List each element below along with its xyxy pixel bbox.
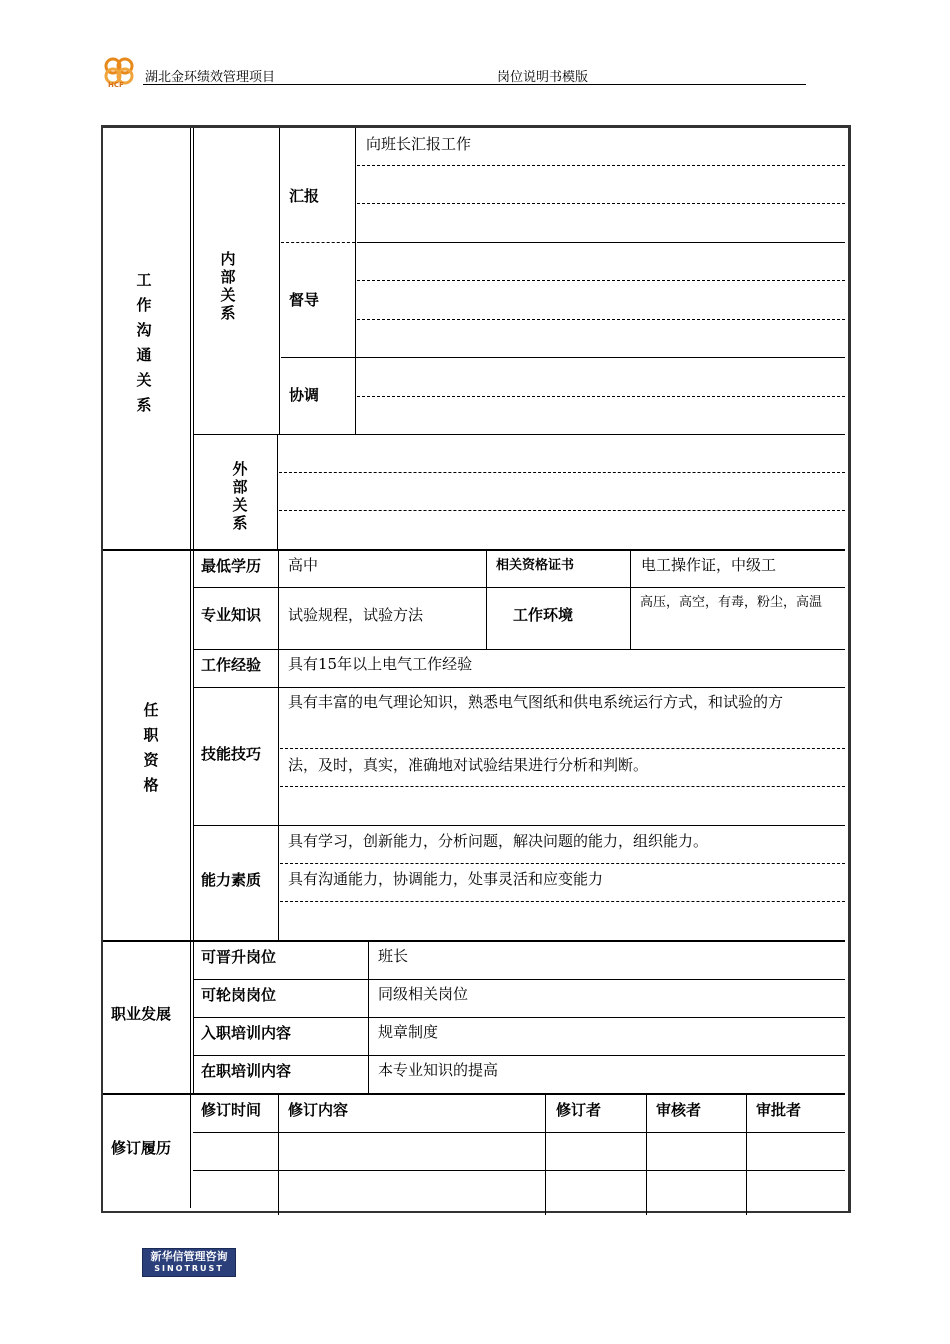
divider xyxy=(355,128,356,434)
row-line xyxy=(193,434,845,435)
logo-chinese: 新华信管理咨询 xyxy=(150,1250,228,1263)
row-line xyxy=(193,1170,845,1171)
divider xyxy=(190,942,191,1094)
career-row-value: 规章制度 xyxy=(378,1023,439,1041)
dash-line xyxy=(280,863,845,864)
section-line xyxy=(103,549,845,551)
divider xyxy=(278,1095,279,1215)
career-row-label: 可轮岗岗位 xyxy=(201,986,277,1004)
certificate-label: 相关资格证书 xyxy=(496,558,575,573)
knowledge-value: 试验规程，试验方法 xyxy=(288,606,424,624)
career-row-value: 班长 xyxy=(378,947,409,965)
ability-label: 能力素质 xyxy=(201,871,262,889)
dash-line xyxy=(280,786,845,787)
divider xyxy=(630,550,631,649)
experience-value: 具有15年以上电气工作经验 xyxy=(288,655,473,673)
row-line xyxy=(193,1017,845,1018)
coordinate-label: 协调 xyxy=(289,386,320,404)
revision-col-approver: 审批者 xyxy=(756,1101,802,1119)
divider xyxy=(278,550,279,940)
dash-line xyxy=(280,901,845,902)
section-revision: 修订履历 xyxy=(111,1139,172,1157)
career-row-label: 可晋升岗位 xyxy=(201,948,277,966)
education-value: 高中 xyxy=(288,556,319,574)
certificate-value: 电工操作证，中级工 xyxy=(641,556,777,574)
row-line xyxy=(193,825,845,826)
career-row-value: 本专业知识的提高 xyxy=(378,1061,499,1079)
dash-line xyxy=(357,165,845,166)
row-line xyxy=(193,1132,845,1133)
internal-relations-label: 内部关系 xyxy=(220,250,236,322)
row-line xyxy=(193,1055,845,1056)
environment-value: 高压，高空，有毒，粉尘，高温 xyxy=(640,595,823,610)
ability-line-2: 具有沟通能力，协调能力，处事灵活和应变能力 xyxy=(288,870,604,888)
report-label: 汇报 xyxy=(289,187,320,205)
experience-label: 工作经验 xyxy=(201,656,262,674)
row-line xyxy=(193,587,845,588)
skills-label: 技能技巧 xyxy=(201,745,262,763)
revision-col-content: 修订内容 xyxy=(288,1101,349,1119)
divider xyxy=(486,550,487,649)
header-rule xyxy=(143,84,806,85)
section-career: 职业发展 xyxy=(111,1005,172,1023)
hcf-logo xyxy=(100,54,138,90)
document-title: 岗位说明书模版 xyxy=(497,70,589,85)
sinotrust-logo xyxy=(142,1248,236,1277)
career-row-label: 在职培训内容 xyxy=(201,1062,292,1080)
section-line xyxy=(103,940,845,942)
row-line xyxy=(193,979,845,980)
dash-line xyxy=(279,510,845,511)
report-line-1: 向班长汇报工作 xyxy=(366,135,472,153)
row-line xyxy=(357,242,845,243)
divider xyxy=(193,942,194,1094)
row-line xyxy=(281,357,845,358)
skills-line-1: 具有丰富的电气理论知识，熟悉电气图纸和供电系统运行方式，和试验的方 xyxy=(288,693,784,711)
row-line xyxy=(193,649,845,650)
divider xyxy=(277,434,278,549)
dash-line xyxy=(357,396,845,397)
revision-col-reviewer: 审核者 xyxy=(656,1101,702,1119)
career-row-label: 入职培训内容 xyxy=(201,1024,292,1042)
environment-label: 工作环境 xyxy=(513,606,574,624)
divider xyxy=(368,942,369,1094)
supervise-label: 督导 xyxy=(289,291,320,309)
dash-line xyxy=(357,203,845,204)
dash-line xyxy=(357,280,845,281)
dash-line xyxy=(280,748,845,749)
dash-line xyxy=(279,472,845,473)
divider xyxy=(190,128,191,941)
section-communication: 工作沟通关系 xyxy=(136,271,152,414)
divider xyxy=(646,1095,647,1215)
row-line xyxy=(193,687,845,688)
career-row-value: 同级相关岗位 xyxy=(378,985,469,1003)
external-relations-label: 外部关系 xyxy=(232,460,248,532)
education-label: 最低学历 xyxy=(201,557,262,575)
knowledge-label: 专业知识 xyxy=(201,606,262,624)
dash-line xyxy=(281,242,355,243)
ability-line-1: 具有学习，创新能力，分析问题，解决问题的能力，组织能力。 xyxy=(288,832,709,850)
divider xyxy=(545,1095,546,1215)
divider xyxy=(193,128,194,941)
revision-col-time: 修订时间 xyxy=(201,1101,262,1119)
revision-col-reviser: 修订者 xyxy=(556,1101,602,1119)
skills-line-2: 法，及时，真实，准确地对试验结果进行分析和判断。 xyxy=(288,756,649,774)
logo-text: HCF xyxy=(108,81,124,89)
section-line xyxy=(103,1093,845,1095)
divider xyxy=(190,1095,191,1208)
section-qualification: 任职资格 xyxy=(143,701,159,794)
dash-line xyxy=(357,319,845,320)
divider xyxy=(746,1095,747,1215)
project-name: 湖北金环绩效管理项目 xyxy=(145,70,276,85)
logo-english: SINOTRUST xyxy=(154,1264,224,1273)
divider xyxy=(279,128,280,434)
